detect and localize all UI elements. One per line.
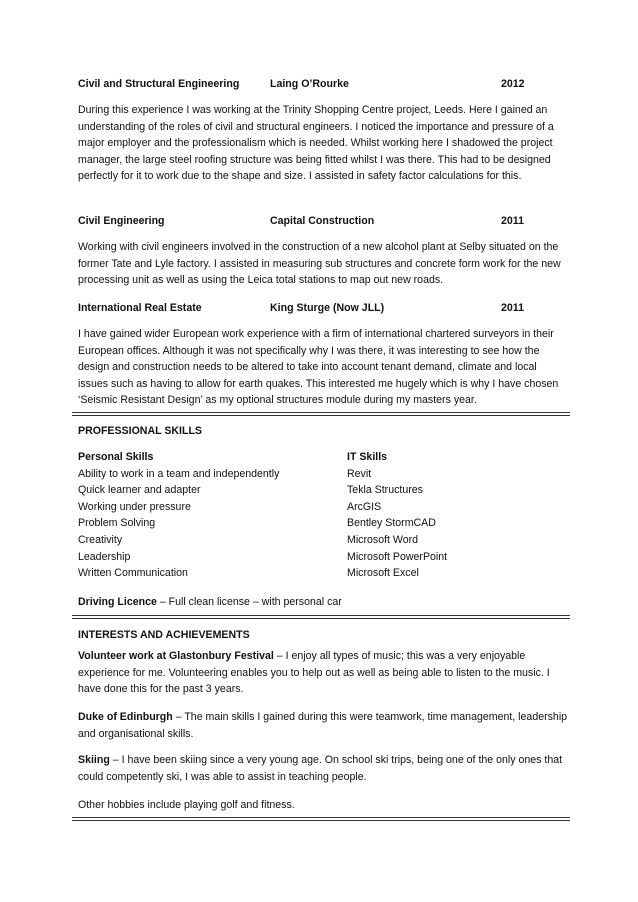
experience-description: I have gained wider European work experience with a firm of international chartered surveyors in their European offices. Although it was not specifically why I was there, it was interesting to see how the design and construction needs to be altered to take into account tenant demand, climate and local issues such as having to allow for earth quakes. This interested me hugely which is why I have chosen ‘Seismic Resistant Design’ as my optional structures module during my masters year. (78, 328, 559, 407)
section-divider (72, 412, 570, 416)
it-skill-item: Tekla Structures (347, 484, 423, 497)
it-skill-item: Bentley StormCAD (347, 517, 436, 530)
experience-year: 2012 (501, 78, 525, 90)
interest-title: Duke of Edinburgh (78, 711, 173, 723)
experience-company: King Sturge (Now JLL) (270, 302, 385, 314)
experience-description: Working with civil engineers involved in the construction of a new alcohol plant at Selby situated on the former Tate and Lyle factory. I assisted in measuring sub structures and concrete form work for the new processing unit as well as using the Leica total stations to map out new roads. (78, 241, 561, 287)
personal-skill-item: Written Communication (78, 567, 188, 580)
experience-company: Capital Construction (270, 215, 375, 227)
experience-header (78, 213, 568, 230)
section-divider (72, 615, 570, 619)
driving-licence (78, 594, 342, 611)
personal-skills-heading: Personal Skills (78, 451, 154, 463)
interest-title: Volunteer work at Glastonbury Festival (78, 650, 274, 662)
experience-year: 2011 (501, 215, 524, 227)
experience-entry-2 (78, 213, 568, 289)
experience-company: Laing O’Rourke (270, 78, 349, 90)
experience-description: During this experience I was working at the Trinity Shopping Centre project, Leeds. Here I gained an understanding of the roles of civil and structural engineers. I noticed the importance and pressure of a major employer and the professionalism which is needed. Whilst working here I shadowed the project manager, the large steel roofing structure was being fitted whilst I was there. This had to be designed perfectly for it to work due to the shape and size. I assisted in safety factor calculations for this. (78, 104, 554, 183)
personal-skill-item: Quick learner and adapter (78, 484, 201, 497)
experience-field: Civil Engineering (78, 215, 165, 227)
personal-skill-item: Leadership (78, 550, 131, 563)
experience-field: Civil and Structural Engineering (78, 78, 240, 90)
it-skill-item: Revit (347, 467, 372, 480)
experience-entry-1 (78, 76, 568, 185)
personal-skill-item: Ability to work in a team and independently (78, 467, 280, 480)
interest-text: – I enjoy all types of music; this was a very enjoyable experience for me. Volunteering enables you to help out as well as being able to listen to the music. I have done this for the past 3 years. (78, 650, 550, 696)
driving-licence-text: – Full clean license – with personal car (156, 596, 342, 608)
section-heading-interests: INTERESTS AND ACHIEVEMENTS (78, 629, 250, 641)
section-heading-professional-skills: PROFESSIONAL SKILLS (78, 425, 203, 437)
driving-licence-label: Driving Licence (78, 596, 157, 608)
interest-text: – I have been skiing since a very young age. On school ski trips, being one of the only ones that could competently ski, I was able to assist in teaching people. (78, 754, 563, 783)
personal-skill-item: Problem Solving (78, 517, 156, 530)
personal-skill-item: Working under pressure (78, 500, 191, 513)
experience-year: 2011 (501, 302, 524, 314)
personal-skills-column (78, 449, 279, 582)
it-skill-item: Microsoft Excel (347, 567, 419, 580)
experience-entry-3 (78, 300, 568, 409)
interest-item (78, 752, 568, 785)
interest-item (78, 648, 568, 698)
interest-title: Skiing (78, 754, 110, 766)
experience-header (78, 76, 568, 93)
interest-text: – The main skills I gained during this were teamwork, time management, leadership and organisational skills. (78, 711, 568, 740)
experience-header (78, 300, 568, 317)
it-skill-item: ArcGIS (347, 500, 382, 513)
it-skill-item: Microsoft PowerPoint (347, 550, 448, 563)
other-hobbies: Other hobbies include playing golf and fitness. (78, 799, 295, 811)
personal-skill-item: Creativity (78, 533, 123, 546)
section-divider (72, 817, 570, 821)
it-skills-column (347, 449, 447, 582)
interest-item (78, 709, 568, 742)
experience-field: International Real Estate (78, 302, 202, 314)
it-skills-heading: IT Skills (347, 451, 388, 463)
it-skill-item: Microsoft Word (347, 533, 419, 546)
